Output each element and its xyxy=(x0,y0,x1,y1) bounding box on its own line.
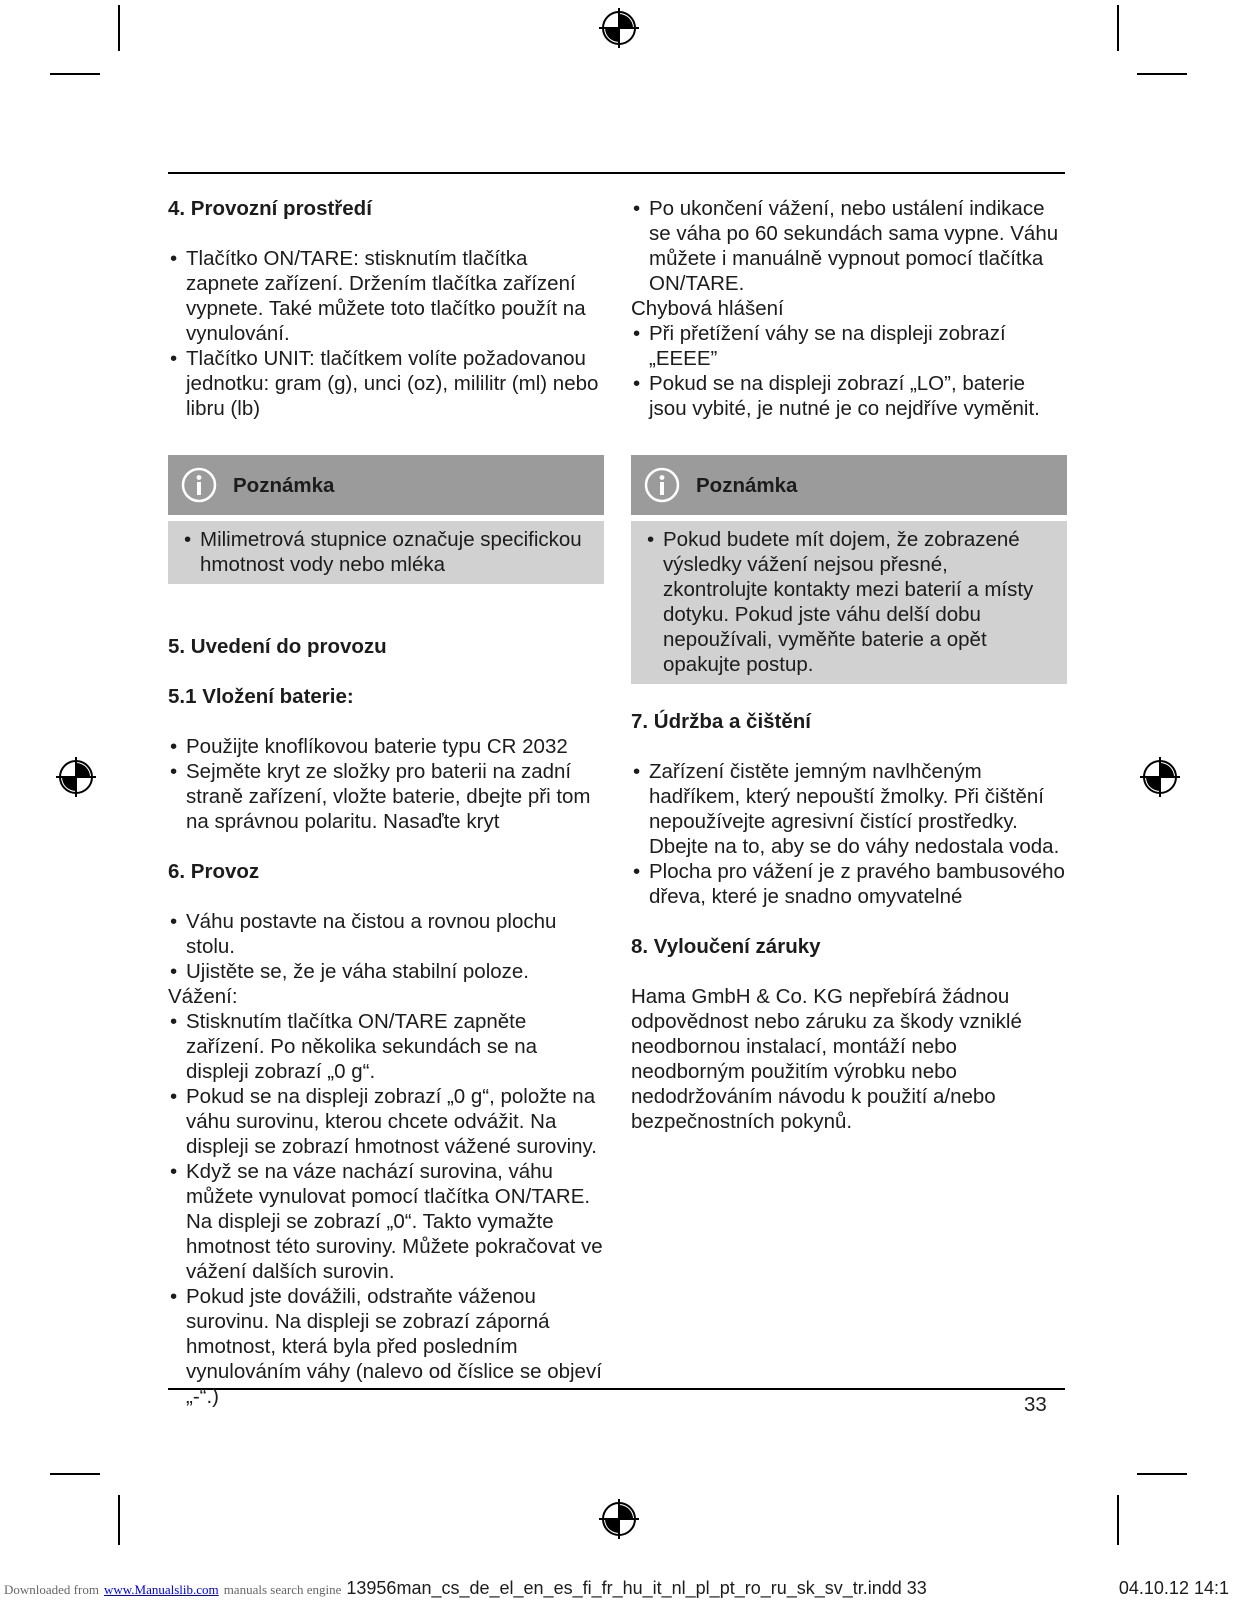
crop-mark xyxy=(1137,73,1187,75)
bullet-list xyxy=(168,1009,604,1409)
list-item: • Pokud se na displeji zobrazí „0 g“, položte na váhu surovinu, kterou chcete odvážit. Na displeji se zobrazí hmotnost vážené suroviny. xyxy=(168,1084,604,1159)
crop-mark xyxy=(50,73,100,75)
crop-mark xyxy=(118,1495,120,1545)
list-item: • Když se na váze nachází surovina, váhu můžete vynulovat pomocí tlačítka ON/TARE. Na displeji se zobrazí „0“. Takto vymažte hmotnost této suroviny. Můžete pokračovat ve vážení dalších surovin. xyxy=(168,1159,604,1284)
subheading: Vážení: xyxy=(168,985,238,1008)
bullet-list xyxy=(631,196,1067,296)
section-heading: 6. Provoz xyxy=(168,860,260,883)
list-item: • Pokud se na displeji zobrazí „LO”, baterie jsou vybité, je nutné je co nejdříve vyměnit. xyxy=(631,371,1067,421)
section-heading: 4. Provozní prostředí xyxy=(168,197,372,220)
registration-mark-icon xyxy=(599,8,639,48)
bullet-list xyxy=(168,246,604,421)
list-item: • Pokud budete mít dojem, že zobrazené výsledky vážení nejsou přesné, zkontrolujte kontakty mezi baterií a místy dotyku. Pokud jste váhu delší dobu nepoužívali, vyměňte baterie a opět opakujte postup. xyxy=(645,527,1053,677)
right-column xyxy=(631,196,1067,1134)
crop-mark xyxy=(118,5,120,51)
crop-mark xyxy=(1117,5,1119,51)
bullet-list xyxy=(168,734,604,834)
list-item: • Při přetížení váhy se na displeji zobrazí „EEEE” xyxy=(631,321,1067,371)
section-heading: 8. Vyloučení záruky xyxy=(631,935,821,958)
list-item: • Váhu postavte na čistou a rovnou plochu stolu. xyxy=(168,909,604,959)
list-item: • Zařízení čistěte jemným navlhčeným hadříkem, který nepouští žmolky. Při čištění nepoužívejte agresivní čistící prostředky. Dbejte na to, aby se do váhy nedostala voda. xyxy=(631,759,1067,859)
note-body xyxy=(631,521,1067,684)
subheading: Chybová hlášení xyxy=(631,297,784,320)
section-heading: 5.1 Vložení baterie: xyxy=(168,685,354,708)
page-number: 33 xyxy=(1024,1393,1047,1416)
crop-mark xyxy=(1117,1495,1119,1545)
indd-filename: 13956man_cs_de_el_en_es_fi_fr_hu_it_nl_pl_pt_ro_ru_sk_sv_tr.indd 33 xyxy=(346,1578,927,1598)
paragraph: Hama GmbH & Co. KG nepřebírá žádnou odpovědnost nebo záruku za škody vzniklé neodbornou instalací, montáží nebo neodborným použitím výrobku nebo nedodržováním návodu k použití a/nebo bezpečnostních pokynů. xyxy=(631,985,1022,1133)
bullet-list xyxy=(631,321,1067,421)
note-title: Poznámka xyxy=(696,474,798,497)
crop-mark xyxy=(50,1473,100,1475)
print-datetime: 04.10.12 14:1 xyxy=(1118,1578,1229,1598)
section-heading: 5. Uvedení do provozu xyxy=(168,635,387,658)
note-title: Poznámka xyxy=(233,474,335,497)
left-column xyxy=(168,196,604,1409)
registration-mark-icon xyxy=(599,1499,639,1539)
bullet-list xyxy=(631,759,1067,909)
list-item: • Po ukončení vážení, nebo ustálení indikace se váha po 60 sekundách sama vypne. Váhu můžete i manuálně vypnout pomocí tlačítka ON/TARE. xyxy=(631,196,1067,296)
note-box xyxy=(168,455,604,584)
manualslib-link[interactable]: www.Manualslib.com xyxy=(103,1582,219,1597)
registration-mark-icon xyxy=(1140,757,1180,797)
list-item: • Plocha pro vážení je z pravého bambusového dřeva, které je snadno omyvatelné xyxy=(631,859,1067,909)
note-header xyxy=(631,455,1067,515)
list-item: • Tlačítko ON/TARE: stisknutím tlačítka zapnete zařízení. Držením tlačítka zařízení vypnete. Také můžete toto tlačítko použít na vynulování. xyxy=(168,246,604,346)
list-item: • Tlačítko UNIT: tlačítkem volíte požadovanou jednotku: gram (g), unci (oz), mililitr (ml) nebo libru (lb) xyxy=(168,346,604,421)
download-prefix: Downloaded from xyxy=(4,1582,99,1597)
note-body xyxy=(168,521,604,584)
info-icon xyxy=(181,467,217,503)
download-suffix: manuals search engine xyxy=(223,1582,342,1597)
crop-mark xyxy=(1137,1473,1187,1475)
list-item: • Sejměte kryt ze složky pro baterii na zadní straně zařízení, vložte baterie, dbejte při tom na správnou polaritu. Nasaďte kryt xyxy=(168,759,604,834)
info-icon xyxy=(644,467,680,503)
section-heading: 7. Údržba a čištění xyxy=(631,710,812,733)
list-item: • Milimetrová stupnice označuje specifickou hmotnost vody nebo mléka xyxy=(182,527,590,577)
note-header xyxy=(168,455,604,515)
list-item: • Ujistěte se, že je váha stabilní poloze. xyxy=(168,959,604,984)
list-item: • Pokud jste dovážili, odstraňte váženou surovinu. Na displeji se zobrazí záporná hmotnost, která byla před posledním vynulováním váhy (nalevo od číslice se objeví „-“.) xyxy=(168,1284,604,1409)
top-rule xyxy=(168,172,1065,174)
registration-mark-icon xyxy=(56,757,96,797)
list-item: • Použijte knoflíkovou baterie typu CR 2032 xyxy=(168,734,604,759)
note-box xyxy=(631,455,1067,684)
bullet-list xyxy=(168,909,604,984)
list-item: • Stisknutím tlačítka ON/TARE zapněte zařízení. Po několika sekundách se na displeji zobrazí „0 g“. xyxy=(168,1009,604,1084)
